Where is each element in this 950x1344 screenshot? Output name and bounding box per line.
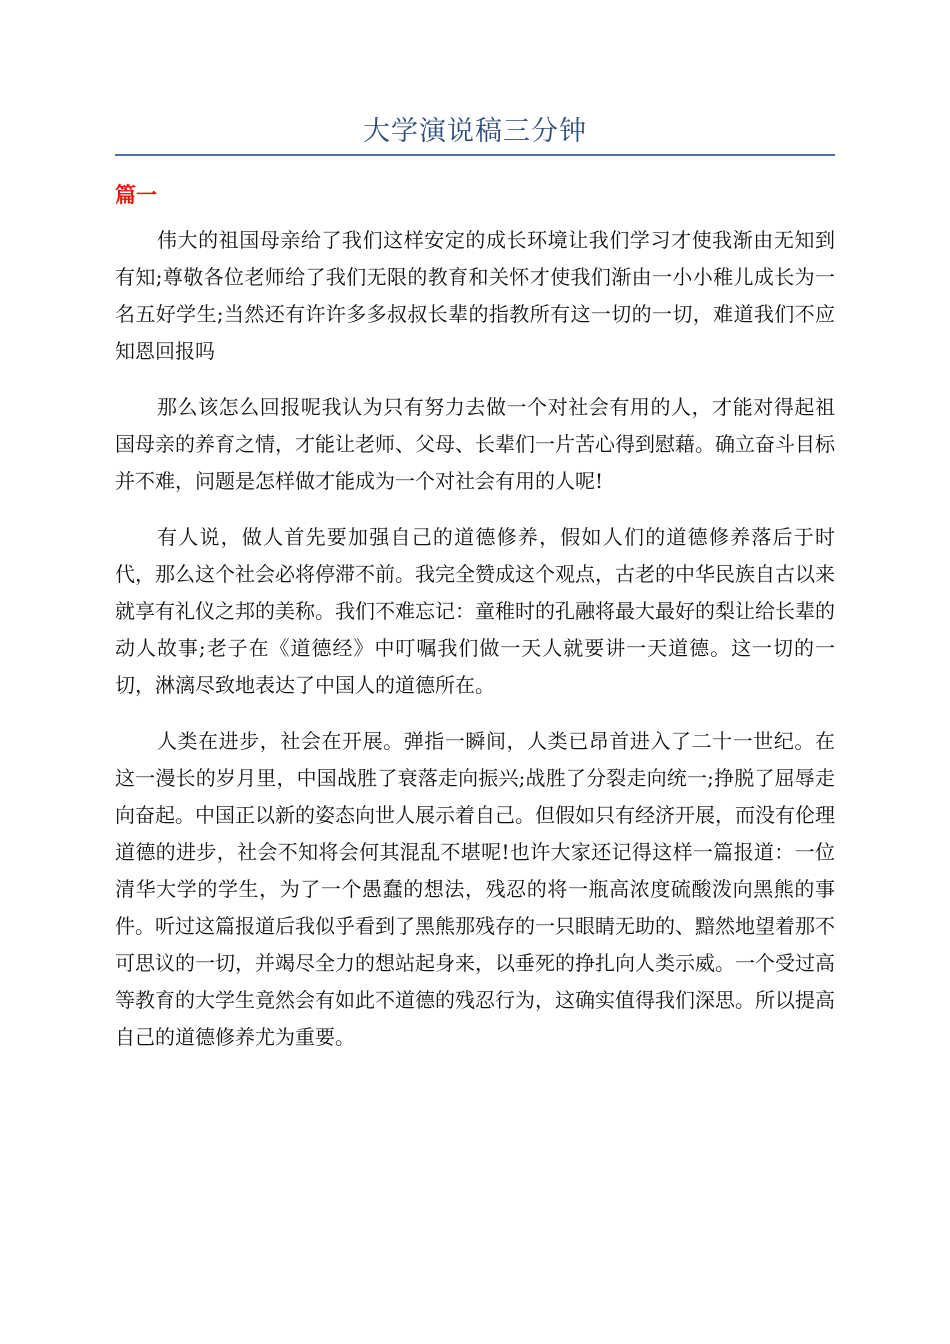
body-text — [115, 222, 835, 1075]
paragraph: 伟大的祖国母亲给了我们这样安定的成长环境让我们学习才使我渐由无知到有知;尊敬各位老师给了我们无限的教育和关怀才使我们渐由一小小稚儿成长为一名五好学生;当然还有许许多多叔叔长辈的指教所有这一切的一切，难道我们不应知恩回报吗 — [115, 228, 835, 363]
paragraph: 有人说，做人首先要加强自己的道德修养，假如人们的道德修养落后于时代，那么这个社会必将停滞不前。我完全赞成这个观点，古老的中华民族自古以来就享有礼仪之邦的美称。我们不难忘记：童稚时的孔融将最大最好的梨让给长辈的动人故事;老子在《道德经》中叮嘱我们做一天人就要讲一天道德。这一切的一切，淋漓尽致地表达了中国人的道德所在。 — [115, 525, 835, 697]
paragraph: 人类在进步，社会在开展。弹指一瞬间，人类已昂首进入了二十一世纪。在这一漫长的岁月里，中国战胜了衰落走向振兴;战胜了分裂走向统一;挣脱了屈辱走向奋起。中国正以新的姿态向世人展示着自己。但假如只有经济开展，而没有伦理道德的进步，社会不知将会何其混乱不堪呢!也许大家还记得这样一篇报道：一位清华大学的学生，为了一个愚蠢的想法，残忍的将一瓶高浓度硫酸泼向黑熊的事件。听过这篇报道后我似乎看到了黑熊那残存的一只眼睛无助的、黯然地望着那不可思议的一切，并竭尽全力的想站起身来，以垂死的挣扎向人类示威。一个受过高等教育的大学生竟然会有如此不道德的残忍行为，这确实值得我们深思。所以提高自己的道德修养尤为重要。 — [115, 729, 835, 1049]
section-heading: 篇一 — [115, 183, 157, 207]
title-divider — [115, 154, 835, 156]
document-title: 大学演说稿三分钟 — [363, 116, 587, 147]
paragraph: 那么该怎么回报呢我认为只有努力去做一个对社会有用的人，才能对得起祖国母亲的养育之情，才能让老师、父母、长辈们一片苦心得到慰藉。确立奋斗目标并不难，问题是怎样做才能成为一个对社会有用的人呢! — [115, 395, 835, 493]
